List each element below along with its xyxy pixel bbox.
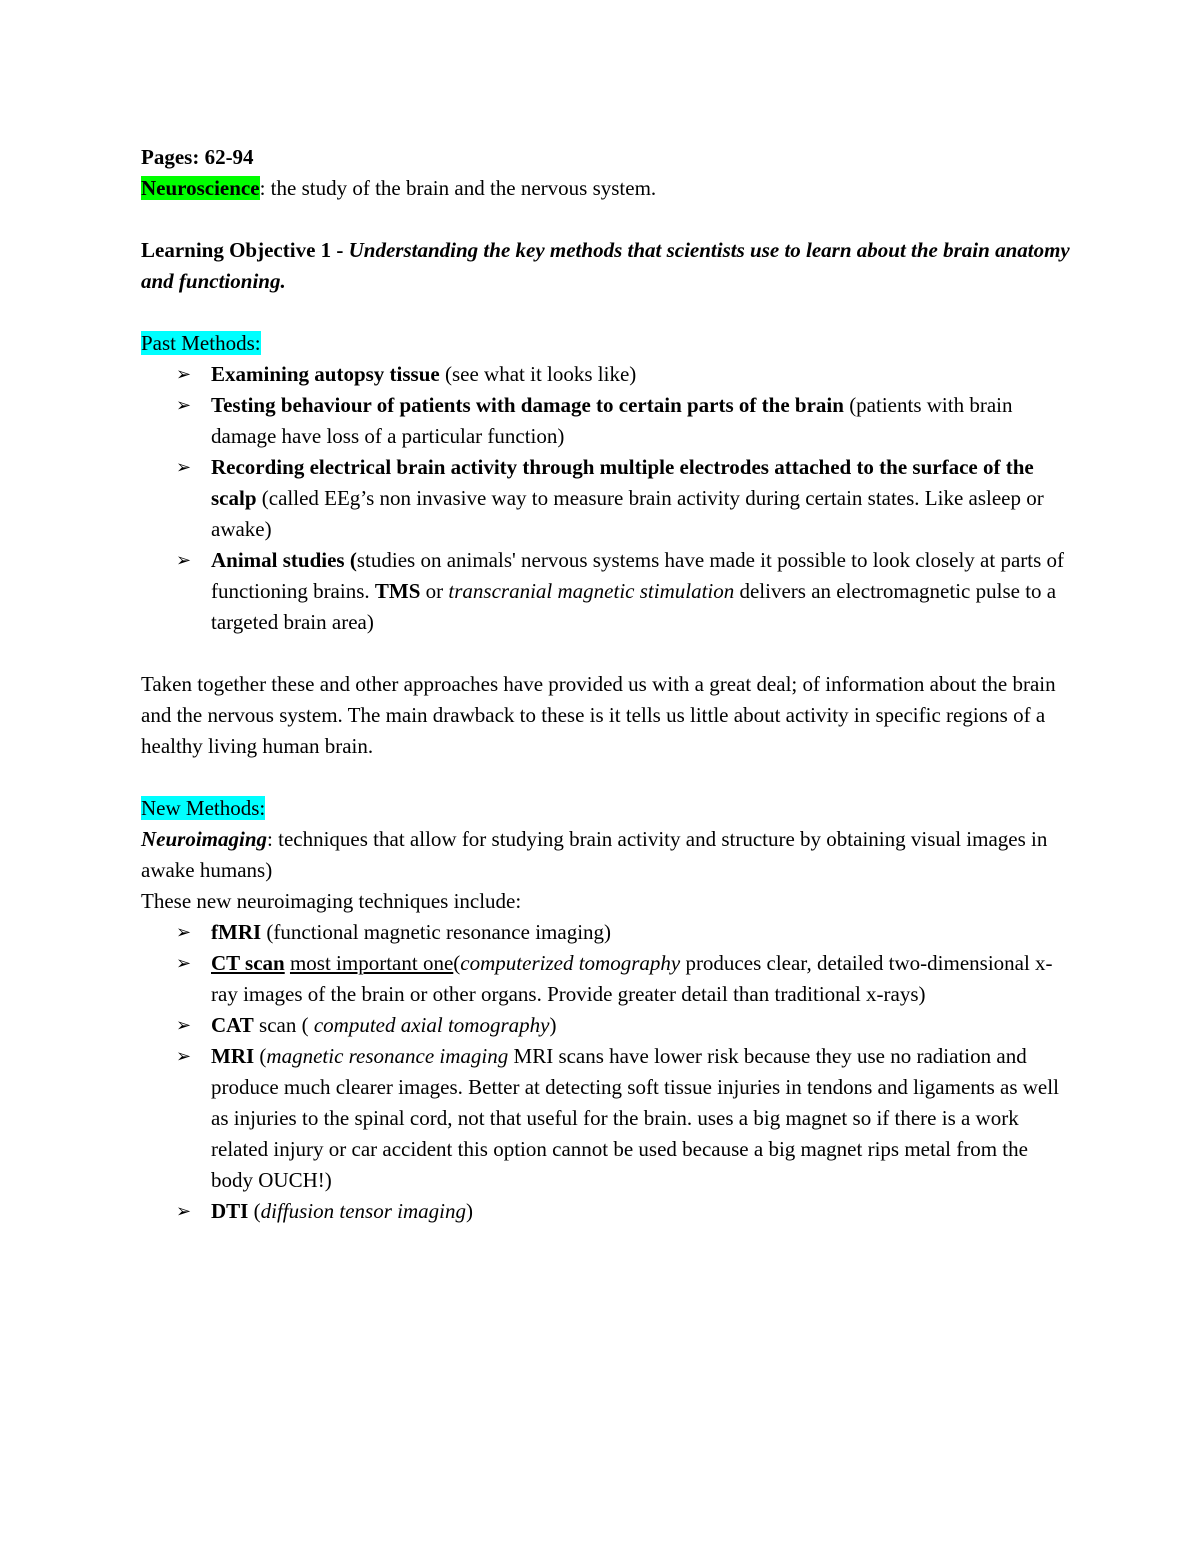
past-methods-list xyxy=(141,359,1071,638)
pages-line xyxy=(141,142,1071,173)
list-item: ➢ Animal studies (studies on animals' nervous systems have made it possible to look closely at parts of functioning brains. TMS or transcranial magnetic stimulation delivers an electromagnetic pulse to a targeted brain area) xyxy=(211,545,1071,638)
list-item: ➢ Examining autopsy tissue (see what it looks like) xyxy=(211,359,1071,390)
neuroscience-term: Neuroscience xyxy=(141,176,260,200)
arrow-bullet-icon: ➢ xyxy=(176,1015,192,1036)
document-body xyxy=(141,142,1071,1227)
arrow-bullet-icon: ➢ xyxy=(176,1046,192,1067)
arrow-bullet-icon: ➢ xyxy=(176,953,192,974)
learning-objective xyxy=(141,235,1071,297)
list-item: ➢ Testing behaviour of patients with damage to certain parts of the brain (patients with brain damage have loss of a particular function) xyxy=(211,390,1071,452)
past-methods-heading: Past Methods: xyxy=(141,331,261,355)
objective-text: Understanding the key methods that scientists use to learn about the brain anatomy and functioning. xyxy=(141,238,1070,293)
neuroimaging-term: Neuroimaging xyxy=(141,827,268,851)
objective-label: Learning Objective 1 - xyxy=(141,238,349,262)
pages-label: Pages: 62-94 xyxy=(141,145,254,169)
summary-paragraph: Taken together these and other approaches have provided us with a great deal; of information about the brain and the nervous system. The main drawback to these is it tells us little about activity in specific regions of a healthy living human brain. xyxy=(141,672,1056,758)
neuroimaging-definition: Neuroimaging: techniques that allow for studying brain activity and structure by obtaining visual images in awake humans) xyxy=(141,827,1048,882)
list-item: ➢ DTI (diffusion tensor imaging) xyxy=(211,1196,1071,1227)
new-methods-list xyxy=(141,917,1071,1227)
list-item: ➢ MRI (magnetic resonance imaging MRI scans have lower risk because they use no radiation and produce much clearer images. Better at detecting soft tissue injuries in tendons and ligaments as well as injuries to the spinal cord, not that useful for the brain. uses a big magnet so if there is a work related injury or car accident this option cannot be used because a big magnet rips metal from the body OUCH!) xyxy=(211,1041,1071,1196)
arrow-bullet-icon: ➢ xyxy=(176,1201,192,1222)
arrow-bullet-icon: ➢ xyxy=(176,395,192,416)
new-methods-heading: New Methods: xyxy=(141,796,266,820)
list-item: ➢ CT scan most important one(computerized tomography produces clear, detailed two-dimensional x-ray images of the brain or other organs. Provide greater detail than traditional x-rays) xyxy=(211,948,1071,1010)
arrow-bullet-icon: ➢ xyxy=(176,922,192,943)
arrow-bullet-icon: ➢ xyxy=(176,364,192,385)
neuroscience-definition: Neuroscience: the study of the brain and the nervous system. xyxy=(141,176,657,200)
list-item: ➢ Recording electrical brain activity through multiple electrodes attached to the surface of the scalp (called EEg’s non invasive way to measure brain activity during certain states. Like asleep or awake) xyxy=(211,452,1071,545)
techniques-intro: These new neuroimaging techniques include: xyxy=(141,889,522,913)
list-item: ➢ CAT scan ( computed axial tomography) xyxy=(211,1010,1071,1041)
list-item: ➢ fMRI (functional magnetic resonance imaging) xyxy=(211,917,1071,948)
arrow-bullet-icon: ➢ xyxy=(176,550,192,571)
arrow-bullet-icon: ➢ xyxy=(176,457,192,478)
